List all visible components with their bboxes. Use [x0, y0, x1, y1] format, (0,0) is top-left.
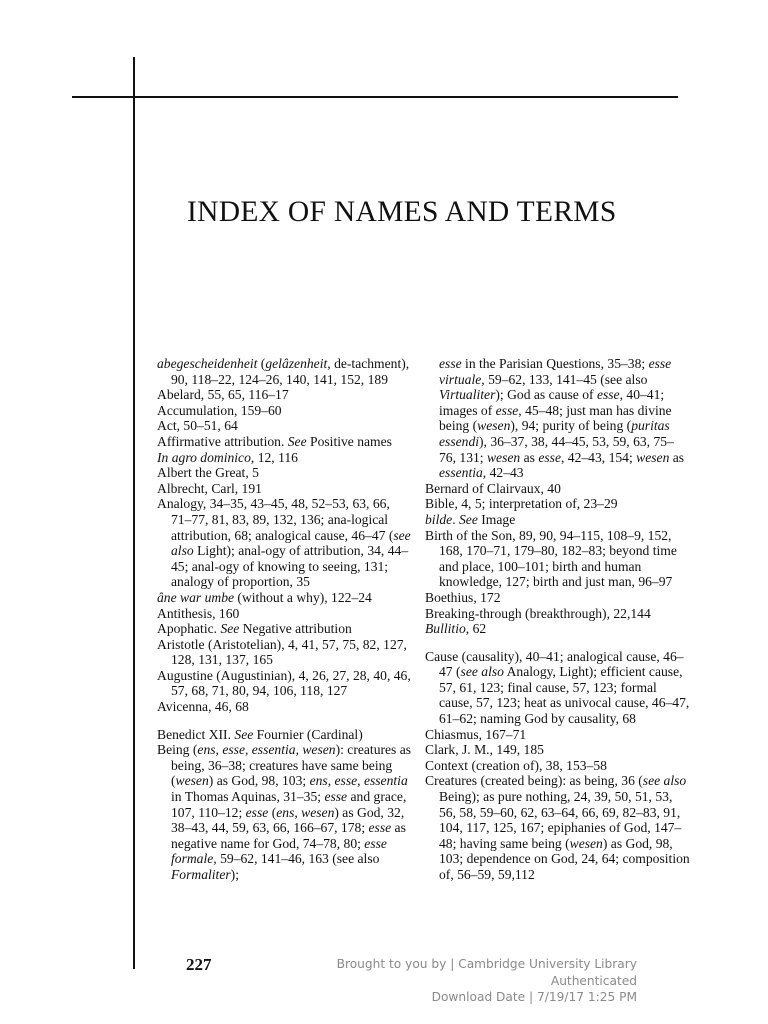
header-horizontal-rule [72, 96, 678, 98]
index-entry: Benedict XII. See Fournier (Cardinal) [157, 726, 363, 742]
index-entry: Apophatic. See Negative attribution [157, 621, 352, 637]
index-entry: âne war umbe (without a why), 122–24 [157, 589, 372, 605]
index-column-left [157, 356, 412, 883]
index-entry: Abelard, 55, 65, 116–17 [157, 387, 289, 403]
index-entry: Chiasmus, 167–71 [425, 726, 527, 742]
index-entry: Cause (causality), 40–41; analogical cause, 46–47 (see also Analogy, Light); efficient cause, 57, 61, 123; final cause, 57, 123; formal cause, 57, 123; heat as univocal cause, 46–47, 61–62; naming God by causality, 68 [425, 648, 690, 727]
section-gap [157, 715, 412, 727]
watermark-line: Authenticated [550, 973, 637, 988]
index-column-right [425, 356, 690, 883]
index-entry: Accumulation, 159–60 [157, 402, 282, 418]
page-title: INDEX OF NAMES AND TERMS [187, 196, 617, 228]
watermark-line: Brought to you by | Cambridge University Library [336, 957, 637, 971]
index-entry: Albrecht, Carl, 191 [157, 480, 262, 496]
index-entry: In agro dominico, 12, 116 [157, 449, 298, 465]
index-entry: Antithesis, 160 [157, 605, 240, 621]
index-entry: abegescheidenheit (gelâzenheit, de-tachment), 90, 118–22, 124–26, 140, 141, 152, 189 [157, 356, 410, 387]
index-entry: Bernard of Clairvaux, 40 [425, 480, 561, 496]
index-entry-continued: esse in the Parisian Questions, 35–38; esse virtuale, 59–62, 133, 141–45 (see also Virtualiter); God as cause of esse, 40–41; images of esse, 45–48; just man has divine being (wesen), 94; purity of being (puritas essendi), 36–37, 38, 44–45, 53, 59, 63, 75–76, 131; wesen as esse, 42–43, 154; wesen as essentia, 42–43 [439, 356, 685, 481]
index-entry: Bullitio, 62 [425, 621, 487, 637]
index-entry: Context (creation of), 38, 153–58 [425, 757, 607, 773]
index-entry: Birth of the Son, 89, 90, 94–115, 108–9, 152, 168, 170–71, 179–80, 182–83; beyond time and place, 100–101; birth and human knowledge, 127; birth and just man, 96–97 [425, 527, 677, 590]
access-watermark [337, 956, 637, 1006]
index-entry: bilde. See Image [425, 511, 516, 527]
index-entry: Creatures (created being): as being, 36 (see also Being); as pure nothing, 24, 39, 50, 51, 53, 56, 58, 59–60, 62, 63–64, 66, 69, 82–83, 91, 104, 117, 125, 167; epiphanies of God, 147–48; having same being (wesen) as God, 98, 103; dependence on God, 24, 64; composition of, 56–59, 59,112 [425, 773, 690, 882]
index-entry: Clark, J. M., 149, 185 [425, 742, 544, 758]
margin-vertical-rule [133, 57, 135, 969]
index-entry: Act, 50–51, 64 [157, 418, 238, 434]
index-entry: Analogy, 34–35, 43–45, 48, 52–53, 63, 66, 71–77, 81, 83, 89, 132, 136; ana-logical attribution, 68; analogical cause, 46–47 (see also Light); anal-ogy of attribution, 34, 44–45; anal-ogy of knowing to seeing, 131; analogy of proportion, 35 [157, 496, 411, 590]
index-entry: Affirmative attribution. See Positive names [157, 433, 392, 449]
index-entry: Bible, 4, 5; interpretation of, 23–29 [425, 496, 618, 512]
index-entry: Breaking-through (breakthrough), 22,144 [425, 605, 651, 621]
index-entry: Aristotle (Aristotelian), 4, 41, 57, 75, 82, 127, 128, 131, 137, 165 [157, 636, 407, 668]
section-gap [425, 637, 690, 649]
watermark-line: Download Date | 7/19/17 1:25 PM [431, 990, 637, 1005]
page-number: 227 [186, 955, 212, 974]
index-entry: Augustine (Augustinian), 4, 26, 27, 28, 40, 46, 57, 68, 71, 80, 94, 106, 118, 127 [157, 667, 411, 699]
index-entry: Being (ens, esse, essentia, wesen): creatures as being, 36–38; creatures have same being (wesen) as God, 98, 103; ens, esse, essentia in Thomas Aquinas, 31–35; esse and grace, 107, 110–12; esse (ens, wesen) as God, 32, 38–43, 44, 59, 63, 66, 166–67, 178; esse as negative name for God, 74–78, 80; esse formale, 59–62, 141–46, 163 (see also Formaliter); [157, 742, 412, 882]
index-entry: Albert the Great, 5 [157, 465, 259, 481]
index-entry: Boethius, 172 [425, 589, 501, 605]
index-entry: Avicenna, 46, 68 [157, 699, 249, 715]
